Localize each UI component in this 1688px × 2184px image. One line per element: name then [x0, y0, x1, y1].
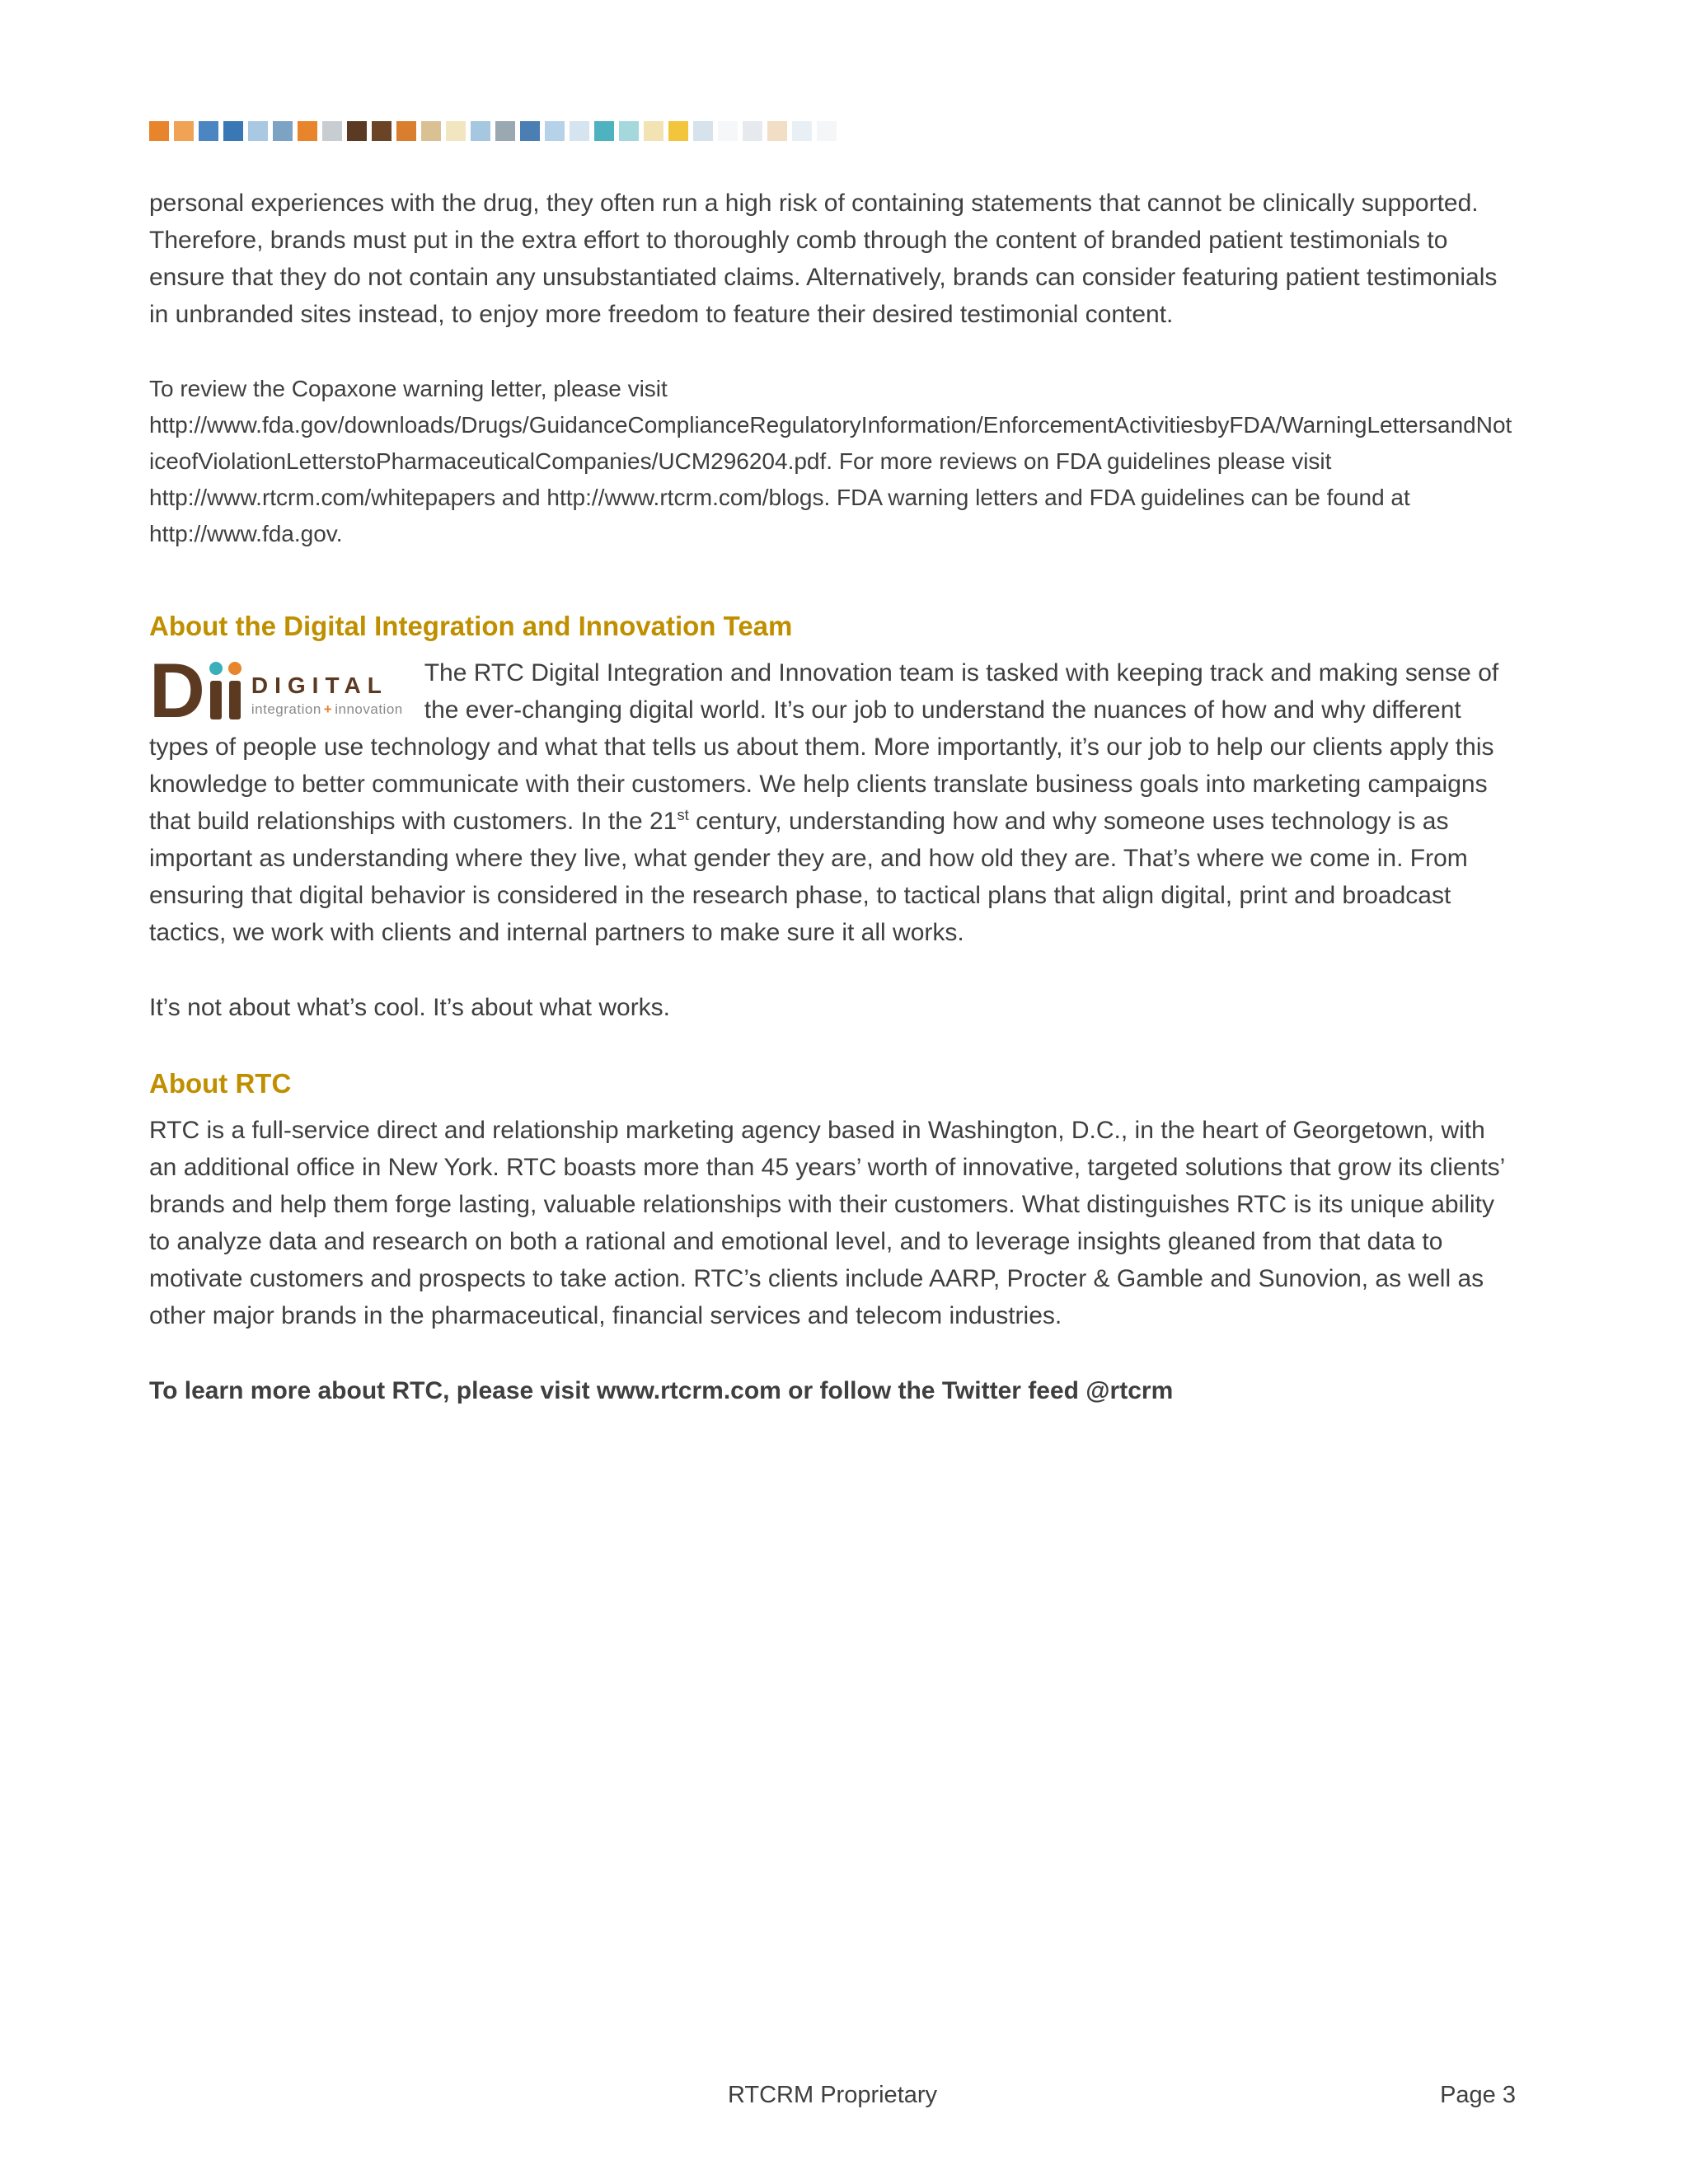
decor-square — [570, 121, 589, 141]
decor-square — [347, 121, 367, 141]
heading-dii-team: About the Digital Integration and Innovation Team — [149, 611, 793, 641]
decor-square — [495, 121, 515, 141]
footer-page-number: Page 3 — [1440, 2082, 1516, 2108]
dii-tagline — [251, 701, 403, 718]
decor-square — [248, 121, 268, 141]
dii-logo-text — [251, 673, 403, 719]
dii-i-stem — [210, 681, 222, 719]
decor-square — [718, 121, 738, 141]
decor-square — [767, 121, 787, 141]
dii-team-block — [149, 647, 1516, 989]
paragraph-works-tagline: It’s not about what’s cool. It’s about what works. — [149, 994, 671, 1021]
paragraph-about-rtc: RTC is a full-service direct and relationship marketing agency based in Washington, D.C., in the heart of Georgetown, with an additional office in New York. RTC boasts more than 45 years’ worth of innovative, targeted solutions that grow its clients’ brands and help them forge lasting, valuable relationships with their customers. What distinguishes RTC is its unique ability to analyze data and research on both a rational and emotional level, and to leverage insights gleaned from that data to motivate customers and prospects to take action. RTC’s clients include AARP, Procter & Gamble and Sunovion, as well as other major brands in the pharmaceutical, financial services and telecom industries. — [149, 1117, 1505, 1329]
decor-square — [322, 121, 342, 141]
decor-square — [421, 121, 441, 141]
decor-square — [743, 121, 762, 141]
dii-team-text-before: The RTC Digital Integration and Innovation team is tasked with keeping track and making sense of the ever-changing digital world. It’s our job to understand the nuances of how and why different types of people use technology and what that tells us about them. More importantly, it’s our job to help our clients apply this knowledge to better communicate with their customers. We help clients translate business goals into marketing campaigns that build relationships with customers. In the 21 — [149, 659, 1499, 835]
decor-square — [817, 121, 837, 141]
dii-letter-i-second — [228, 662, 241, 719]
decor-square — [471, 121, 490, 141]
dii-plus-icon: + — [323, 701, 333, 718]
dii-dot-orange-icon — [228, 662, 241, 675]
decor-square — [446, 121, 466, 141]
paragraph-learn-more: To learn more about RTC, please visit www.rtcrm.com or follow the Twitter feed @rtcrm — [149, 1377, 1174, 1404]
document-body — [149, 185, 1516, 1409]
dii-tagline-left: integration — [251, 701, 321, 718]
footer-proprietary-label: RTCRM Proprietary — [727, 2082, 938, 2108]
dii-brand-label: DIGITAL — [251, 673, 388, 699]
decor-square — [298, 121, 317, 141]
decor-square — [594, 121, 614, 141]
dii-team-text-after: century, understanding how and why someone uses technology is as important as understanding where they live, what gender they are, and how old they are. That’s where we come in. From ensuring that digital behavior is considered in the research phase, to tactical plans that align digital, print and broadcast tactics, we work with clients and internal partners to make sure it all works. — [149, 808, 1468, 946]
page-footer — [149, 2082, 1516, 2111]
paragraph-fda-links: To review the Copaxone warning letter, please visit http://www.fda.gov/downloads/Drugs/GuidanceComplianceRegulatoryInformation/EnforcementActivitiesbyFDA/WarningLettersandNoticeofViolationLetterstoPharmaceuticalCompanies/UCM296204.pdf. For more reviews on FDA guidelines please visit http://www.rtcrm.com/whitepapers and http://www.rtcrm.com/blogs. FDA warning letters and FDA guidelines can be found at http://www.fda.gov. — [149, 376, 1512, 546]
dii-logo — [149, 647, 403, 733]
decor-square — [668, 121, 688, 141]
paragraph-testimonials: personal experiences with the drug, they often run a high risk of containing statements that cannot be clinically supported. Therefore, brands must put in the extra effort to thoroughly comb through the content of branded patient testimonials to ensure that they do not contain any unsubstantiated claims. Alternatively, brands can consider featuring patient testimonials in unbranded sites instead, to enjoy more freedom to feature their desired testimonial content. — [149, 190, 1498, 328]
decor-square — [372, 121, 392, 141]
decor-square — [520, 121, 540, 141]
dii-letter-i-first — [209, 662, 223, 719]
heading-about-rtc: About RTC — [149, 1068, 292, 1099]
dii-dot-teal-icon — [209, 662, 223, 675]
decor-square — [644, 121, 663, 141]
decor-square — [792, 121, 812, 141]
dii-wordmark — [149, 647, 241, 733]
decor-square — [693, 121, 713, 141]
decor-strip — [149, 121, 837, 141]
dii-letter-d: D — [149, 647, 204, 733]
decor-square — [273, 121, 293, 141]
decor-square — [149, 121, 169, 141]
decor-square — [396, 121, 416, 141]
decor-square — [223, 121, 243, 141]
decor-square — [199, 121, 218, 141]
decor-square — [545, 121, 565, 141]
ordinal-superscript: st — [677, 806, 689, 823]
decor-square — [174, 121, 194, 141]
decor-square — [619, 121, 639, 141]
dii-i-stem — [229, 681, 241, 719]
dii-tagline-right: innovation — [335, 701, 403, 718]
